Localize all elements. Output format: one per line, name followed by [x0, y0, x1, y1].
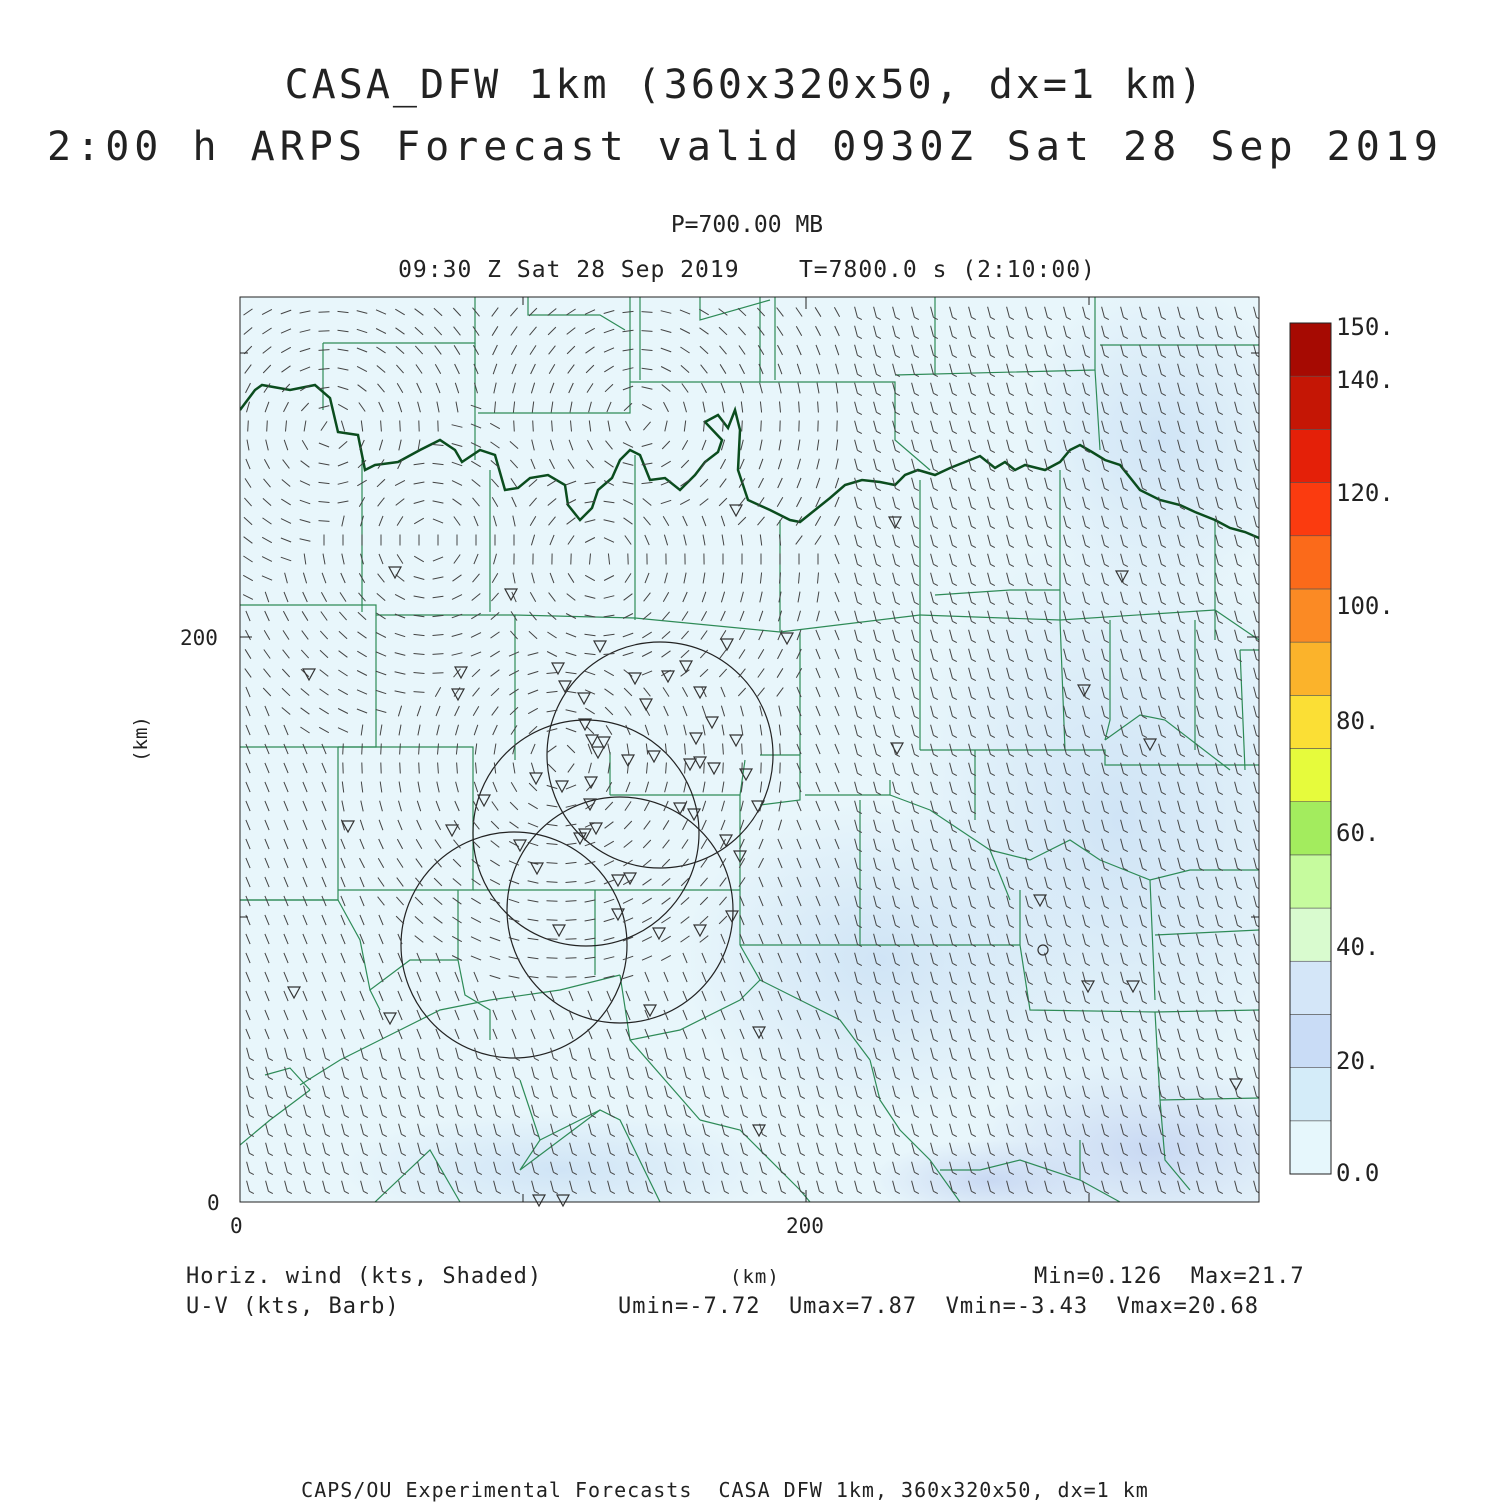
wind-speed-shading: [240, 280, 1340, 1240]
colorbar-segment: [1290, 429, 1331, 482]
colorbar-segment: [1290, 695, 1331, 748]
x-tick-0: 0: [230, 1214, 243, 1238]
footer-credit: CAPS/OU Experimental Forecasts CASA DFW 1km, 360x320x50, dx=1 km: [301, 1478, 1149, 1502]
plot-title: CASA_DFW 1km (360x320x50, dx=1 km): [284, 62, 1206, 108]
pressure-level: P=700.00 MB: [670, 212, 824, 238]
colorbar-label: 80.: [1336, 707, 1380, 735]
colorbar-segment: [1290, 908, 1331, 961]
x-axis-label: (km): [730, 1266, 780, 1288]
y-axis-label: (km): [129, 716, 152, 762]
shaded-field-label: Horiz. wind (kts, Shaded): [186, 1264, 543, 1289]
colorbar-segment: [1290, 1068, 1331, 1121]
barb-field-label: U-V (kts, Barb): [186, 1294, 400, 1319]
colorbar: [1290, 323, 1331, 1174]
y-tick-200: 200: [180, 626, 218, 650]
colorbar-segment: [1290, 1121, 1331, 1174]
uv-range-readout: Umin=-7.72 Umax=7.87 Vmin=-3.43 Vmax=20.68: [618, 1294, 1260, 1319]
colorbar-label: 20.: [1336, 1047, 1380, 1075]
colorbar-segment: [1290, 749, 1331, 802]
colorbar-label: 150.: [1336, 313, 1394, 341]
colorbar-segment: [1290, 1014, 1331, 1067]
colorbar-segment: [1290, 536, 1331, 589]
plot-subtitle: 2:00 h ARPS Forecast valid 0930Z Sat 28 Sep 2019: [47, 124, 1443, 170]
colorbar-segment: [1290, 483, 1331, 536]
colorbar-segment: [1290, 642, 1331, 695]
valid-time: 09:30 Z Sat 28 Sep 2019 T=7800.0 s (2:10:00): [398, 257, 1096, 283]
y-tick-0: 0: [207, 1191, 220, 1215]
x-tick-200: 200: [786, 1214, 824, 1238]
colorbar-segment: [1290, 376, 1331, 429]
colorbar-segment: [1290, 961, 1331, 1014]
colorbar-segment: [1290, 589, 1331, 642]
colorbar-label: 0.0: [1336, 1159, 1380, 1187]
colorbar-label: 140.: [1336, 366, 1394, 394]
min-max-readout: Min=0.126 Max=21.7: [1034, 1264, 1305, 1289]
colorbar-segment: [1290, 802, 1331, 855]
colorbar-label: 60.: [1336, 819, 1380, 847]
colorbar-label: 40.: [1336, 933, 1380, 961]
colorbar-label: 100.: [1336, 592, 1394, 620]
colorbar-segment: [1290, 855, 1331, 908]
colorbar-segment: [1290, 323, 1331, 376]
colorbar-label: 120.: [1336, 479, 1394, 507]
